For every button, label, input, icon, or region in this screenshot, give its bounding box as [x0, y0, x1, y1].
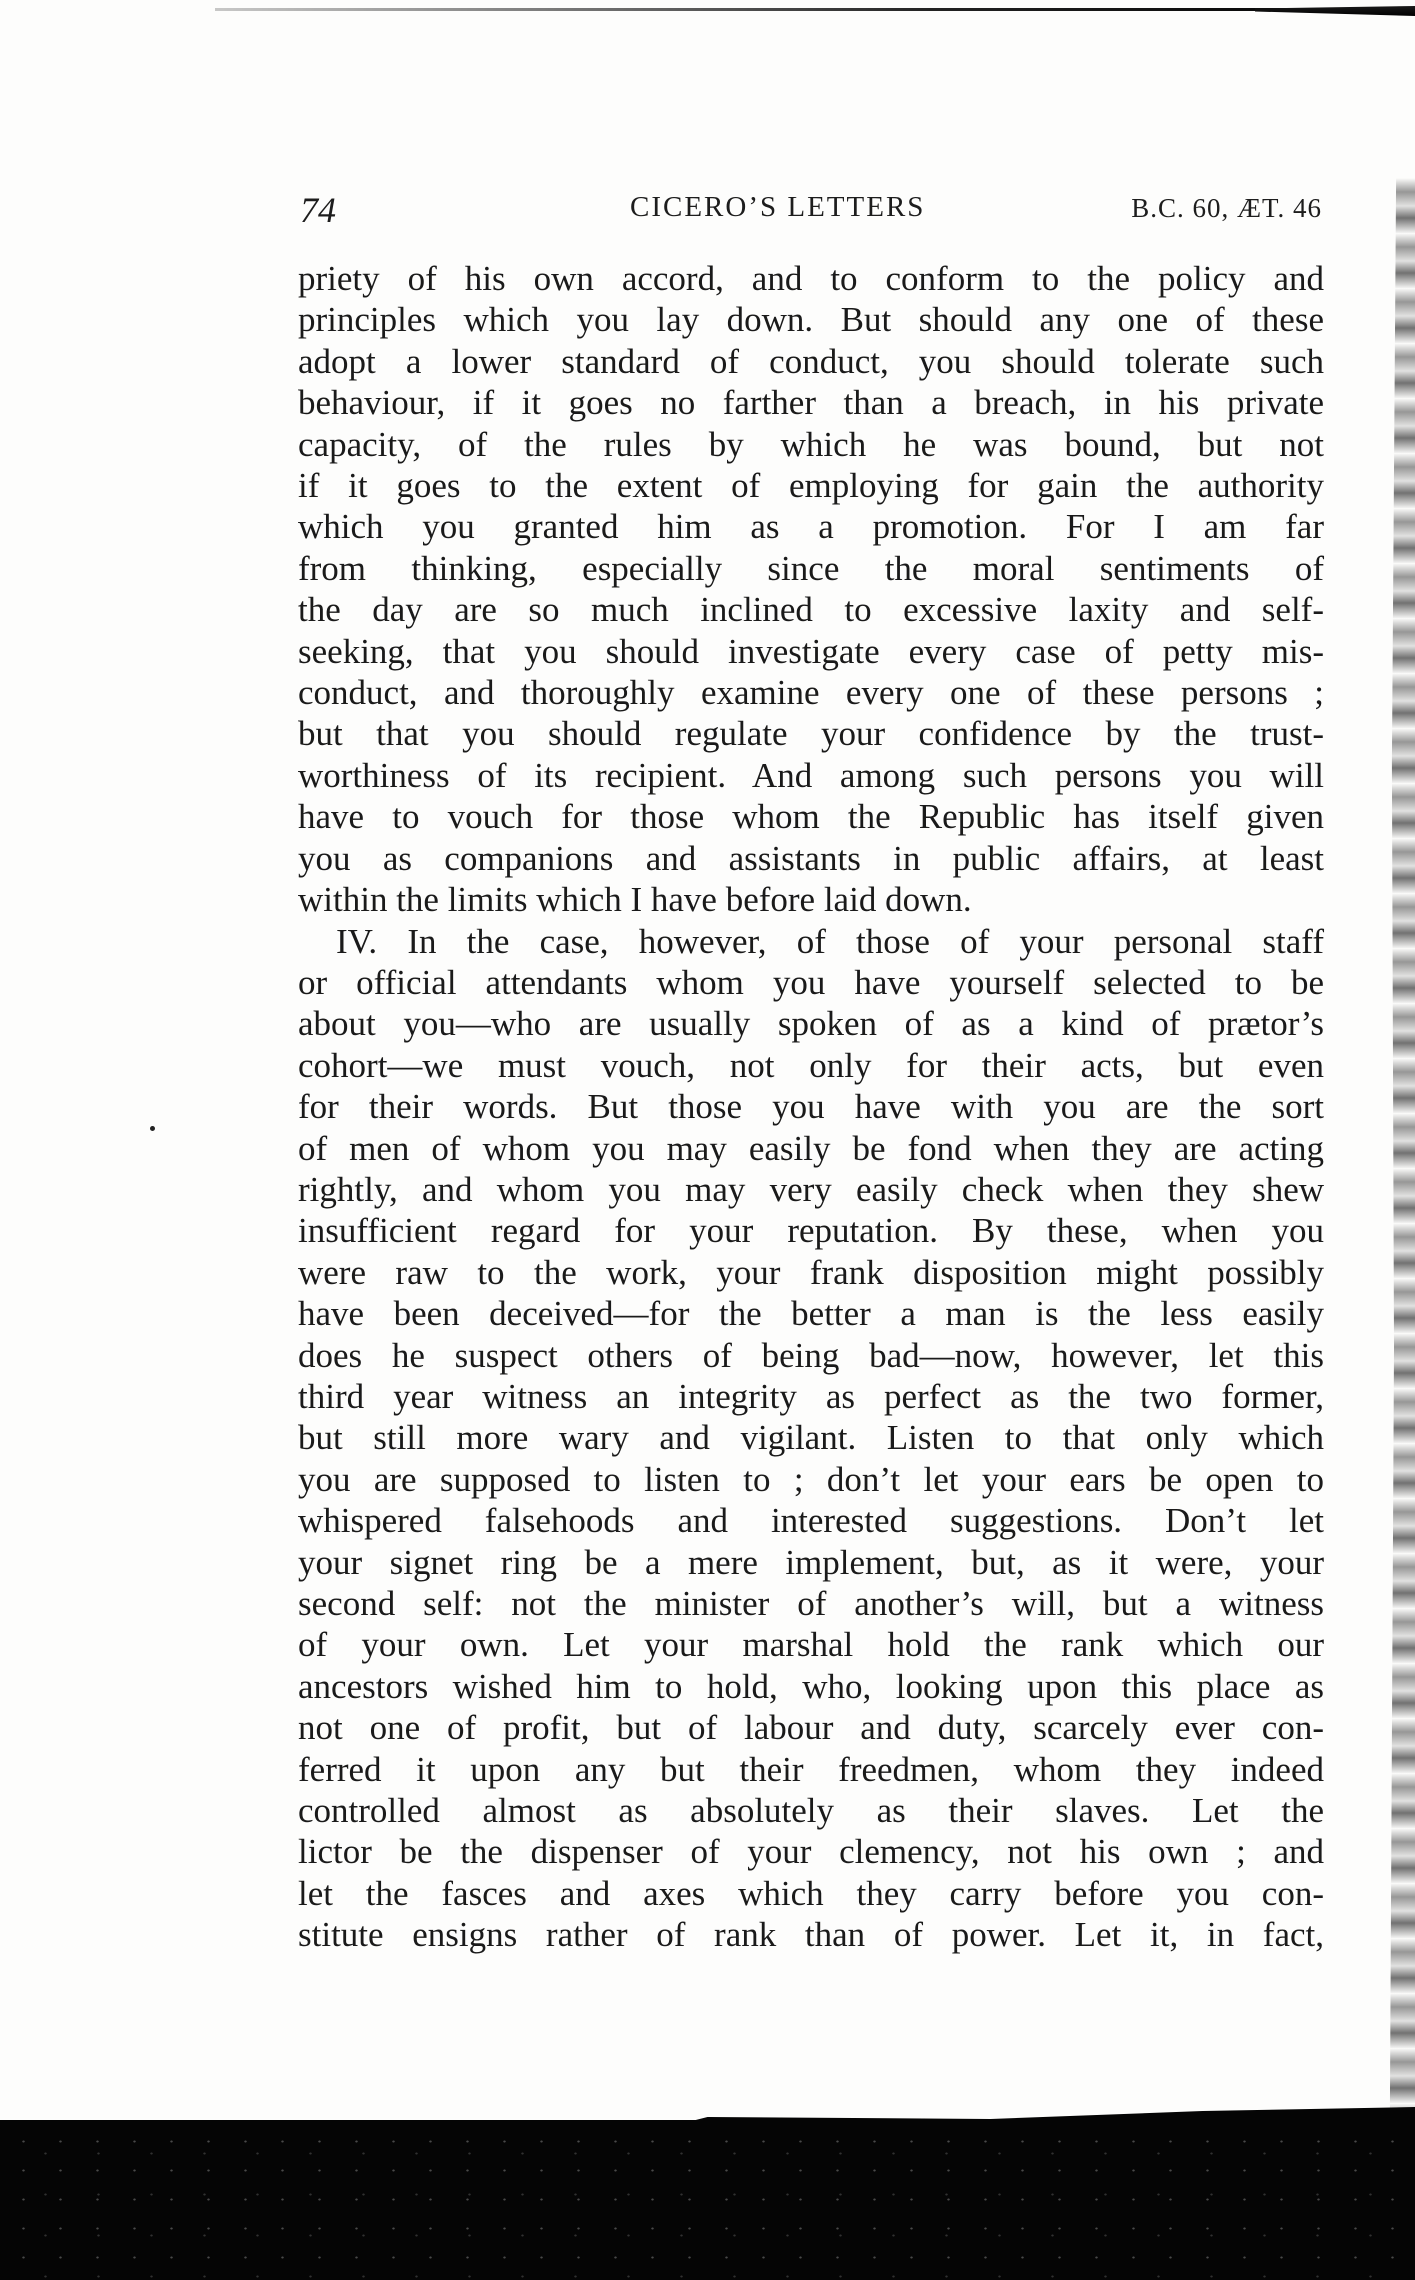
text-line: let the fasces and axes which they carry before you con-	[298, 1873, 1324, 1913]
scan-bottom-speckle	[0, 2120, 1415, 2280]
text-line: second self: not the minister of another’s will, but a witness	[298, 1584, 1324, 1623]
text-line: adopt a lower standard of conduct, you should tolerate such	[298, 341, 1324, 381]
page-gutter-shadow	[1373, 178, 1415, 2128]
text-line: principles which you lay down. But should any one of these	[298, 300, 1324, 340]
text-line: if it goes to the extent of employing for gain the authority	[298, 466, 1324, 506]
text-line: conduct, and thoroughly examine every one of these persons ;	[298, 673, 1324, 713]
text-line: insufficient regard for your reputation. By these, when you	[298, 1211, 1324, 1251]
text-line: from thinking, especially since the moral sentiments of	[298, 548, 1324, 588]
text-line: have been deceived—for the better a man is the less easily	[298, 1294, 1324, 1334]
stray-ink-mark	[150, 1126, 155, 1131]
date-label: B.C. 60, ÆT. 46	[1131, 193, 1322, 223]
text-line: for their words. But those you have with you are the sort	[298, 1087, 1324, 1127]
text-line: but that you should regulate your confidence by the trust-	[298, 714, 1324, 754]
text-line: within the limits which I have before laid down.	[298, 880, 972, 920]
text-line: ancestors wished him to hold, who, looking upon this place as	[298, 1666, 1324, 1706]
text-line: cohort—we must vouch, not only for their acts, but even	[298, 1045, 1324, 1085]
top-edge-rule	[215, 8, 1410, 11]
text-line: the day are so much inclined to excessive laxity and self-	[298, 590, 1324, 630]
body-text	[298, 258, 1324, 1956]
text-line: you as companions and assistants in public affairs, at least	[298, 838, 1324, 878]
text-line: controlled almost as absolutely as their slaves. Let the	[298, 1791, 1324, 1831]
text-line: of your own. Let your marshal hold the rank which our	[298, 1625, 1324, 1665]
text-line: stitute ensigns rather of rank than of power. Let it, in fact,	[298, 1915, 1324, 1955]
text-line: seeking, that you should investigate every case of petty mis-	[298, 631, 1324, 671]
text-line: whispered falsehoods and interested suggestions. Don’t let	[298, 1501, 1324, 1541]
text-line: does he suspect others of being bad—now, however, let this	[298, 1335, 1324, 1375]
text-line: lictor be the dispenser of your clemency, not his own ; and	[298, 1832, 1324, 1872]
text-line: ferred it upon any but their freedmen, whom they indeed	[298, 1749, 1324, 1789]
text-line: rightly, and whom you may very easily check when they shew	[298, 1169, 1324, 1209]
page-header	[300, 185, 1330, 245]
text-line: your signet ring be a mere implement, but, as it were, your	[298, 1542, 1324, 1582]
text-line: capacity, of the rules by which he was bound, but not	[298, 424, 1324, 464]
text-line: about you—who are usually spoken of as a kind of prætor’s	[298, 1004, 1324, 1044]
text-line: were raw to the work, your frank disposition might possibly	[298, 1252, 1324, 1292]
text-line: of men of whom you may easily be fond when they are acting	[298, 1128, 1324, 1168]
text-line: or official attendants whom you have yourself selected to be	[298, 962, 1324, 1002]
section-start-line: IV. In the case, however, of those of your personal staff	[336, 921, 1324, 961]
text-line: which you granted him as a promotion. For I am far	[298, 507, 1324, 547]
text-line: third year witness an integrity as perfect as the two former,	[298, 1376, 1324, 1416]
text-line: worthiness of its recipient. And among such persons you will	[298, 755, 1324, 795]
text-line: priety of his own accord, and to conform to the policy and	[298, 259, 1324, 298]
text-line: behaviour, if it goes no farther than a breach, in his private	[298, 383, 1324, 423]
text-line: not one of profit, but of labour and duty, scarcely ever con-	[298, 1708, 1324, 1748]
running-title: CICERO’S LETTERS	[630, 191, 926, 223]
text-line: have to vouch for those whom the Republic has itself given	[298, 797, 1324, 837]
text-line: but still more wary and vigilant. Listen to that only which	[298, 1418, 1324, 1458]
page-number: 74	[300, 190, 336, 230]
text-line: you are supposed to listen to ; don’t let your ears be open to	[298, 1459, 1324, 1499]
